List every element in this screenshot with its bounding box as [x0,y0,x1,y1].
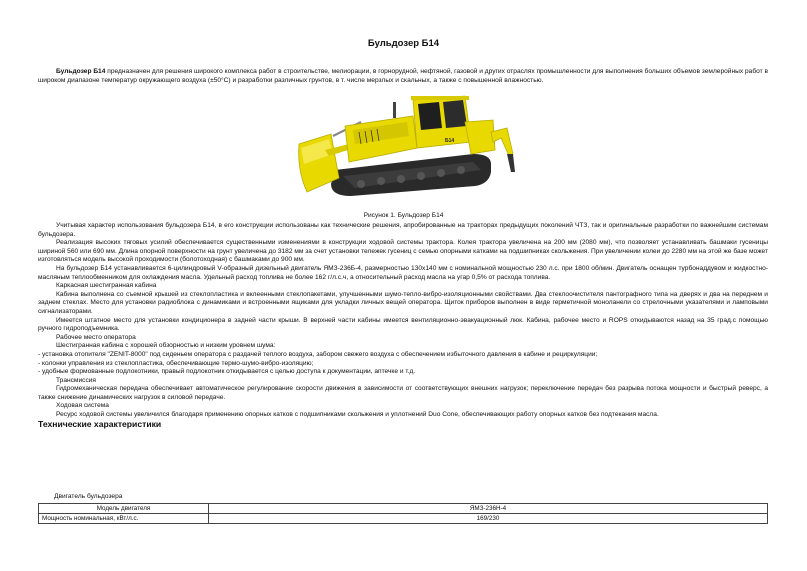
paragraph: Гидромеханическая передача обеспечивает автоматическое регулирование скорости движения в зависимости от соответствующих внешних нагрузок; переключение передач без разрыва потока мощности и быстрый реверс, а также снижение динамических нагрузок в силовой передаче. [38,385,768,401]
section-heading: Рабочее место оператора [56,333,136,341]
section-heading: Каркасная шестигранная кабина [56,282,157,290]
list-item: - колонки управления из стеклопластика, обеспечивающие термо-шумо-вибро-изоляцию; [38,359,314,367]
engine-label: Двигатель бульдозера [54,493,123,500]
svg-text:Б14: Б14 [445,138,455,144]
paragraph: Ресурс ходовой системы увеличился благодаря применению опорных катков с подшипниками скольжения и уплотнений Duo Cone, обеспечивающих работу опорных катков без подтекания масла. [56,411,659,419]
table-cell-label: Модель двигателя [39,504,209,514]
spec-title: Технические характеристики [38,418,162,429]
document-title: Бульдозер Б14 [367,38,440,49]
intro-text: предназначен для решения широкого комплекса работ в строительстве, мелиорации, в горнорудной, нефтяной, газовой и других отраслях промышленности для выполнения больших объемов землеройных работ в широком диапазоне температур окружающего воздуха (±50°С) и разработки различных грунтов, в т. числе мерзлых и скальных, а также с повышенной влажностью. [38,68,768,84]
paragraph: Учитывая характер использования бульдозера Б14, в его конструкции использованы как технические решения, апробированные на тракторах предыдущих поколений ЧТЗ, так и оригинальные разработки по важнейшим системам бульдозера. [38,222,768,238]
table-cell-label: Мощность номинальная, кВт/л.с. [39,514,209,524]
section-heading: Трансмиссия [56,376,96,384]
section-heading: Ходовая система [56,402,109,410]
table-cell-value: ЯМЗ-236Н-4 [209,504,768,514]
intro-paragraph [38,67,768,85]
paragraph: Кабина выполнена со съемной крышей из стеклопластика и вклеенными стеклопакетами, улучшенными шумо-тепло-вибро-изоляционными свойствами. Два стеклоочистителя пантографного типа на дверях и два на переднем и заднем стеклах. Место для установки радиоблока с динамиками и встроенными ящиками для укладки личных вещей оператора. Щиток приборов выполнен в виде герметичной моноланели со стрелочными указателями и ламповыми сигнализаторами. [38,290,768,315]
table-row [39,504,768,514]
paragraph: Имеется штатное место для установки кондиционера в задней части крыши. В верхней части кабины имеется вентиляционно-эвакуационный люк. Кабина, рабочее место и ROPS откидываются назад на 35 град.с помощью ручного гидроподъемника. [38,316,768,333]
document-body [38,222,768,428]
spec-table [38,503,768,524]
figure-caption: Рисунок 1. Бульдозер Б14 [363,212,444,219]
bulldozer-figure [295,92,520,204]
table-row [39,514,768,524]
list-item: - установка отопителя "ZENIT-8000" под сиденьем оператора с раздачей теплого воздуха, забором свежего воздуха с обеспечением избыточного давления в кабине и рециркуляции; [38,350,598,358]
paragraph: Шестигранная кабина с хорошей обзорностью и низким уровнем шума: [56,342,276,350]
intro-lead: Бульдозер Б14 [56,68,106,75]
table-cell-value: 169/230 [209,514,768,524]
paragraph: Реализация высоких тяговых усилий обеспечивается существенными изменениями в конструкции ходовой системы трактора. Колея трактора увеличена на 200 мм (2080 мм), что позволяет устанавливать башмаки гусеницы шириной 560 или 690 мм. Длина опорной поверхности на грунт увеличена до 3182 мм за счет установки тележек гусениц с семью опорными катками на подшипниках скольжения. При увеличении колеи до 2280 мм на этой же базе может изготовляться модель высокой проходимости (болотоходная) с башмаками до 900 мм. [38,239,768,264]
list-item: - удобные формованные подлокотники, правый подлокотник откидывается с целью доступа к документации, аптечке и т.д. [38,368,416,376]
paragraph: На бульдозер Б14 устанавливается 6-цилиндровый V-образный дизельный двигатель ЯМЗ-236Б-4, размерностью 130х140 мм с номинальной мощностью 230 л.с. при 1800 об/мин. Двигатель оснащен турбонаддувом и жидкостно-масляным теплообменником для охлаждения масла. Удельный расход топлива не более 162 г/л.с.ч, а относительный расход масла на угар 0,5% от расхода топлива. [38,264,768,281]
